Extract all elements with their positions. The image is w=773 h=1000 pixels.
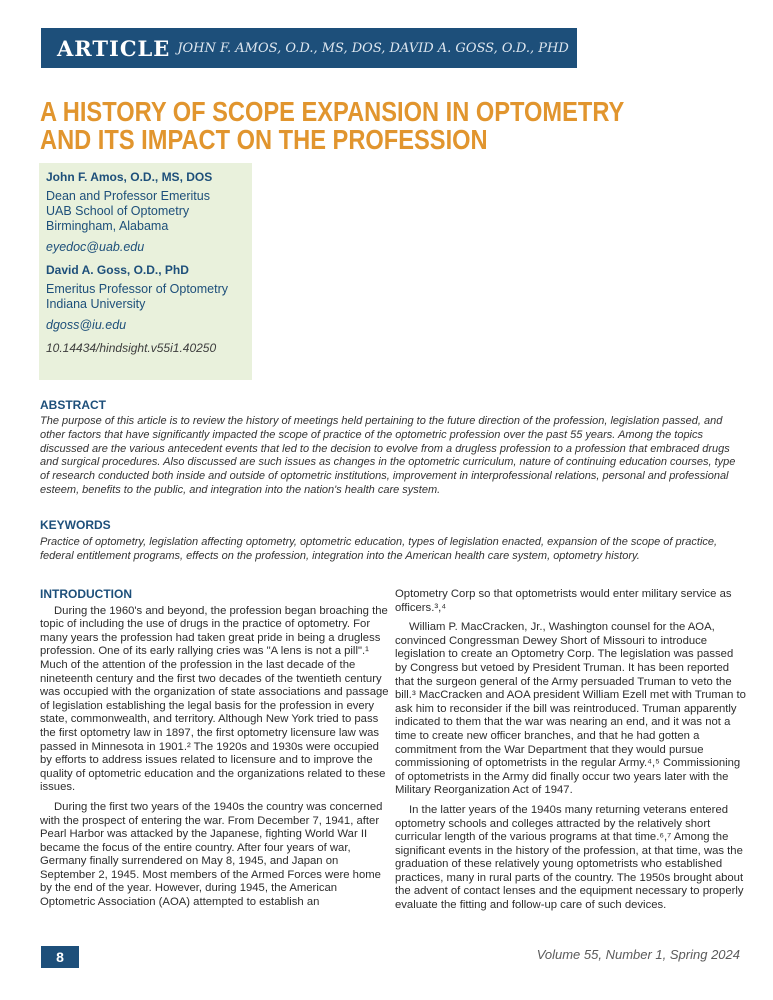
keywords-text: Practice of optometry, legislation affecting optometry, optometric education, types of legislation enacted, expansion of the scope of practice, federal entitlement programs, effects on the profession, integration into the American health care system, optometry history. bbox=[40, 536, 718, 562]
author-affiliation-line: Dean and Professor Emeritus bbox=[46, 189, 210, 203]
author-affiliation-line: Indiana University bbox=[46, 297, 146, 311]
author-affiliation-line: UAB School of Optometry bbox=[46, 204, 190, 218]
abstract-text: The purpose of this article is to review the history of meetings held pertaining to the future direction of the profession, legislation passed, and other factors that have significantly impacted the scope of practice of the optometric profession over the past 55 years. Among the topics discussed are the various antecedent events that led to the decision to evolve from a drugless profession to a profession that embraced drugs and surgical procedures. Also discussed are such issues as changes in the optometric curriculum, nature of continuing education courses, type of research conducted both inside and outside of optometric institutions, improvement in interprofessional relations, personal and professional esteem, benefits to the public, and integration into the nation's health care system. bbox=[40, 415, 736, 496]
banner-authors: JOHN F. AMOS, O.D., MS, DOS, DAVID A. GOSS, O.D., PHD bbox=[177, 40, 569, 56]
article-label: ARTICLE bbox=[57, 35, 171, 61]
body-column-left bbox=[40, 588, 392, 916]
author-info-box bbox=[39, 163, 252, 380]
page-number: 8 bbox=[41, 946, 79, 968]
author-name: David A. Goss, O.D., PhD bbox=[46, 263, 189, 277]
author-affiliation-line: Emeritus Professor of Optometry bbox=[46, 282, 229, 296]
article-banner bbox=[41, 28, 577, 68]
body-paragraph: William P. MacCracken, Jr., Washington counsel for the AOA, convinced Congressman Dewey Short of Missouri to introduce legislation to create an Optometry Corp. The legislation was passed by Congress but vetoed by President Truman. It has been reported that the surgeon general of the Army persuaded Truman to veto the bill.³ MacCracken and AOA president William Ezell met with Truman to ask him to reconsider if the bill was reintroduced. Truman apparently indicated to them that the war was nearing an end, and it was not a time to create new officer branches, and that he had gotten a commitment from the War Department that they would pursue commissioning of optometrists in the regular Army.⁴,⁵ Commissioning of optometrists in the Army did finally occur two years later with the Military Reorganization Act of 1947. bbox=[395, 621, 746, 797]
author-affiliation-line: Birmingham, Alabama bbox=[46, 219, 169, 233]
author-email-link[interactable]: eyedoc@uab.edu bbox=[46, 240, 145, 254]
journal-citation: Volume 55, Number 1, Spring 2024 bbox=[536, 947, 740, 962]
keywords-heading: KEYWORDS bbox=[40, 518, 111, 532]
introduction-heading: INTRODUCTION bbox=[40, 587, 132, 601]
abstract-heading: ABSTRACT bbox=[40, 398, 106, 412]
body-paragraph: During the first two years of the 1940s the country was concerned with the prospect of entering the war. From December 7, 1941, after Pearl Harbor was attacked by the Japanese, fighting World War II became the focus of the entire country. After four years of war, Germany finally surrendered on May 8, 1945, and Japan on September 2, 1945. Most members of the Armed Forces were home by the end of the year. However, during 1945, the American Optometric Association (AOA) attempted to establish an bbox=[40, 800, 383, 909]
author-name: John F. Amos, O.D., MS, DOS bbox=[46, 170, 213, 184]
author-email-link[interactable]: dgoss@iu.edu bbox=[46, 318, 127, 332]
body-paragraph: During the 1960's and beyond, the profession began broaching the topic of including the use of drugs in the practice of optometry. For many years the profession had taken great pride in being a drugless profession. One of its early rallying cries was "A lens is not a pill".¹ Much of the attention of the profession in the last decade of the nineteenth century and the first two decades of the twentieth century was occupied with the organization of state associations and passage of legislation establishing the legal basis for the profession in every state, commonwealth, and territory. Although New York tried to pass the first optometry law in 1897, the first optometry licensure law was passed in Minnesota in 1901.² The 1920s and 1930s were occupied by efforts to address issues related to licensure and to improve the quality of optometric education and the organizations related to these issues. bbox=[40, 604, 389, 794]
body-paragraph: Optometry Corp so that optometrists would enter military service as officers.³,⁴ bbox=[395, 588, 732, 614]
article-title: A HISTORY OF SCOPE EXPANSION IN OPTOMETRY AND ITS IMPACT ON THE PROFESSION bbox=[40, 96, 624, 155]
doi-link[interactable]: 10.14434/hindsight.v55i1.40250 bbox=[46, 341, 217, 355]
body-column-right bbox=[395, 588, 747, 919]
body-paragraph: In the latter years of the 1940s many returning veterans entered optometry schools and colleges attracted by the relatively short curricular length of the various programs at that time.⁶,⁷ Among the significant events in the history of the profession, at that time, was the graduation of these relatively young optometrists who established practices, many in rural parts of the country. The 1950s brought about the advent of contact lenses and the equipment necessary to properly evaluate the fitting and follow-up care of such devices. bbox=[395, 803, 744, 912]
